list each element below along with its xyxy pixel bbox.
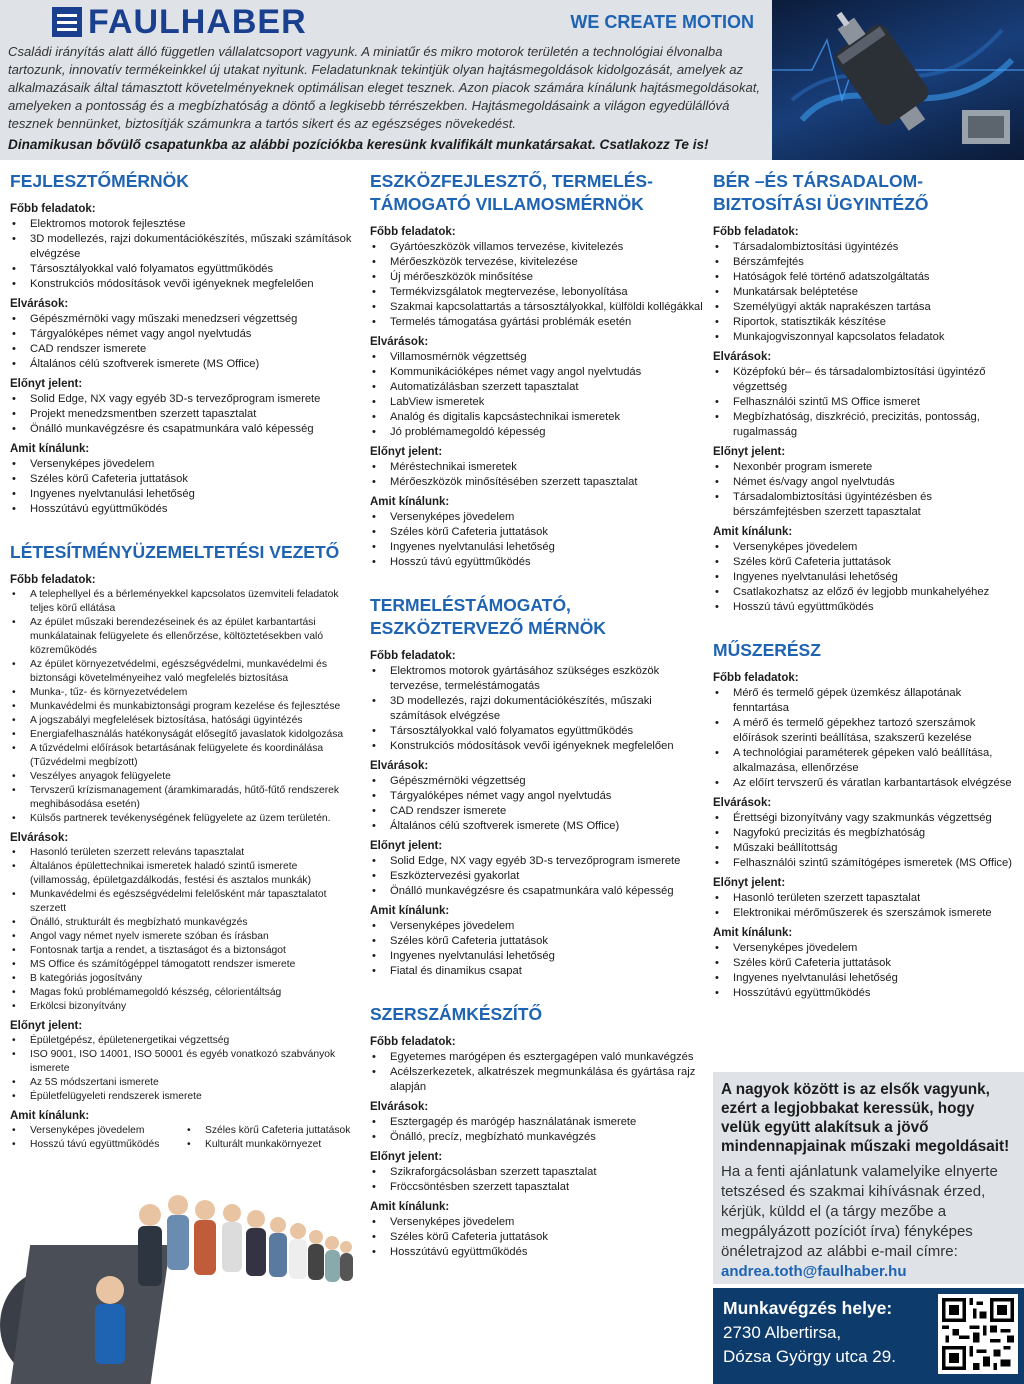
tasks-label: Főbb feladatok: [370, 226, 456, 238]
list-item: • Általános épülettechnikai ismeretek haladó szintű ismerete (villamosság, épületgazdálkodás, festési és asztalos munkák) [10, 860, 360, 888]
list-item: • Hosszú távú együttműködés [370, 555, 710, 570]
advantage-label: Előnyt jelent: [10, 1020, 83, 1032]
list-item: • Elektromos motorok fejlesztése [10, 217, 360, 232]
list-item: • Gépészmérnöki végzettség [370, 774, 710, 789]
job-title: FEJLESZTŐMÉRNÖK [10, 171, 189, 191]
list-item: • Széles körű Cafeteria juttatások [370, 1230, 710, 1245]
job-eszkozfejleszto-villamosmernok [370, 170, 710, 570]
list-item: • Nagyfokú precizitás és megbízhatóság [713, 826, 1018, 841]
list-item: • Bérszámfejtés [713, 255, 1018, 270]
list-item: • Energiafelhasználás hatékonyságát elősegítő javaslatok kidolgozása [10, 728, 360, 742]
list-item: • Munkavédelmi és egészségvédelmi felelősként már tapasztalatot szerzett [10, 888, 360, 916]
tasks-label: Főbb feladatok: [370, 650, 456, 662]
team-photo [0, 1175, 360, 1384]
list-item: • Munka-, tűz- és környezetvédelem [10, 686, 360, 700]
list-item: • Felhasználói szintű számítógépes ismeretek (MS Office) [713, 856, 1018, 871]
offer-list [370, 510, 710, 570]
tasks-label: Főbb feladatok: [370, 1036, 456, 1048]
list-item: • Hasonló területen szerzett tapasztalat [713, 891, 1018, 906]
list-item: • Automatizálásban szerzett tapasztalat [370, 380, 710, 395]
list-item: • Munkajogviszonnyal kapcsolatos feladatok [713, 330, 1018, 345]
job-szerszamkeszito [370, 1003, 710, 1260]
offer-list [370, 919, 710, 979]
advantage-list [370, 854, 710, 899]
tasks-list [10, 588, 360, 826]
offer-label: Amit kínálunk: [713, 526, 793, 538]
list-item: • Tervszerű krízismanagement (áramkimaradás, hűtő-fűtő rendszerek meghibásodása esetén) [10, 784, 360, 812]
list-item: • Gépészmérnöki vagy műszaki menedzseri végzettség [10, 312, 360, 327]
list-item: • Önálló, precíz, megbízható munkavégzés [370, 1130, 710, 1145]
list-item: • A telephellyel és a bérleményekkel kapcsolatos üzemviteli feladatok teljes körű ellátása [10, 588, 360, 616]
list-item: • CAD rendszer ismerete [10, 342, 360, 357]
list-item: • Erkölcsi bizonyítvány [10, 1000, 360, 1014]
list-item: • Általános célú szoftverek ismerete (MS Office) [370, 819, 710, 834]
column-middle [370, 170, 710, 1284]
list-item: • B kategóriás jogosítvány [10, 972, 360, 986]
job-title: MŰSZERÉSZ [713, 640, 821, 660]
list-item: • Magas fokú problémamegoldó készség, célorientáltság [10, 986, 360, 1000]
list-item: • Épületfelügyeleti rendszerek ismerete [10, 1090, 360, 1104]
column-left [10, 170, 360, 1176]
offer-label: Amit kínálunk: [713, 927, 793, 939]
list-item: • Társadalombiztosítási ügyintézés [713, 240, 1018, 255]
location-line-2: Dózsa György utca 29. [723, 1347, 896, 1366]
requirements-label: Elvárások: [370, 1101, 429, 1113]
list-item: • Önálló munkavégzésre és csapatmunkára való képesség [10, 422, 360, 437]
list-item: • Csatlakozhatsz az előző év legjobb munkahelyéhez [713, 585, 1018, 600]
tasks-list [713, 686, 1018, 791]
logo-text: FAULHABER [88, 3, 307, 41]
list-item: • Munkatársak beléptetése [713, 285, 1018, 300]
list-item: • Ingyenes nyelvtanulási lehetőség [713, 570, 1018, 585]
offer-list [370, 1215, 710, 1260]
list-item: • Hosszútávú együttműködés [713, 986, 1018, 1001]
location-line-1: 2730 Albertirsa, [723, 1323, 842, 1342]
requirements-label: Elvárások: [10, 832, 69, 844]
list-item: • Acélszerkezetek, alkatrészek megmunkálása és gyártása rajz alapján [370, 1065, 710, 1095]
list-item: • Versenyképes jövedelem [713, 540, 1018, 555]
list-item: • Solid Edge, NX vagy egyéb 3D-s tervezőprogram ismerete [370, 854, 710, 869]
qr-pattern-icon [942, 1298, 1014, 1370]
list-item: • Hatóságok felé történő adatszolgáltatás [713, 270, 1018, 285]
logo-mark-icon [52, 7, 82, 37]
list-item: • Széles körű Cafeteria juttatások [713, 555, 1018, 570]
advantage-list [10, 392, 360, 437]
contact-email-link[interactable]: andrea.toth@faulhaber.hu [721, 1263, 907, 1280]
list-item: • Széles körű Cafeteria juttatások [713, 956, 1018, 971]
advantage-list [713, 891, 1018, 921]
requirements-list [713, 811, 1018, 871]
advantage-list [370, 1165, 710, 1195]
team-illustration-icon [0, 1175, 360, 1384]
list-item: • Kulturált munkakörnyezet [185, 1138, 360, 1152]
list-item: • Általános célú szoftverek ismerete (MS Office) [10, 357, 360, 372]
list-item: • Elektronikai mérőműszerek és szerszámok ismerete [713, 906, 1018, 921]
job-title: LÉTESÍTMÉNYÜZEMELTETÉSI VEZETŐ [10, 542, 340, 562]
faulhaber-logo [52, 3, 307, 41]
list-item: • Személyügyi akták naprakészen tartása [713, 300, 1018, 315]
list-item: • Angol vagy német nyelv ismerete szóban és írásban [10, 930, 360, 944]
list-item: • Projekt menedzsmentben szerzett tapasztalat [10, 407, 360, 422]
list-item: • Széles körű Cafeteria juttatások [185, 1124, 360, 1138]
list-item: • Nexonbér program ismerete [713, 460, 1018, 475]
tasks-list [370, 664, 710, 754]
location-title: Munkavégzés helye: [723, 1298, 893, 1318]
list-item: • Középfokú bér– és társadalombiztosítási ügyintéző végzettség [713, 365, 1018, 395]
requirements-list [10, 846, 360, 1014]
list-item: • Solid Edge, NX vagy egyéb 3D-s tervezőprogram ismerete [10, 392, 360, 407]
tasks-label: Főbb feladatok: [713, 672, 799, 684]
advantage-label: Előnyt jelent: [370, 446, 443, 458]
offer-list [713, 540, 1018, 615]
intro-panel [0, 0, 772, 160]
offer-list [713, 941, 1018, 1001]
header [0, 0, 1024, 160]
cta-headline: A nagyok között is az elsők vagyunk, ezért a legjobbakat keressük, hogy velük együtt alakítsuk a jövő mindennapjainak műszaki megoldásait! [721, 1081, 1010, 1155]
list-item: • LabView ismeretek [370, 395, 710, 410]
offer-list [10, 457, 360, 517]
list-item: • MS Office és számítógéppel támogatott rendszer ismerete [10, 958, 360, 972]
list-item: • 3D modellezés, rajzi dokumentációkészítés, műszaki számítások elvégzése [10, 232, 360, 262]
list-item: • Fontosnak tartja a rendet, a tisztaságot és a biztonságot [10, 944, 360, 958]
job-termelestamogato-eszkozterzevo-mernok [370, 594, 710, 979]
advantage-label: Előnyt jelent: [713, 446, 786, 458]
motor-illustration-icon [772, 0, 1024, 160]
list-item: • Az épület műszaki berendezéseinek és az épület karbantartási munkálatainak felügyelete és ellenőrzése, költöztetésekben való közreműködés [10, 616, 360, 658]
offer-list [10, 1124, 360, 1152]
list-item: • Konstrukciós módosítások vevői igényeknek megfelelően [10, 277, 360, 292]
column-right [713, 170, 1018, 1025]
requirements-label: Elvárások: [370, 760, 429, 772]
offer-list-a [10, 1124, 185, 1152]
list-item: • Ingyenes nyelvtanulási lehetőség [370, 949, 710, 964]
list-item: • Önálló munkavégzésre és csapatmunkára való képesség [370, 884, 710, 899]
job-title: BÉR –ÉS TÁRSADALOM-BIZTOSÍTÁSI ÜGYINTÉZŐ [713, 171, 929, 214]
list-item: • Versenyképes jövedelem [370, 1215, 710, 1230]
tasks-label: Főbb feladatok: [713, 226, 799, 238]
tasks-list [713, 240, 1018, 345]
list-item: • Az 5S módszertani ismerete [10, 1076, 360, 1090]
advantage-list [370, 460, 710, 490]
list-item: • Mérő és termelő gépek üzemkész állapotának fenntartása [713, 686, 1018, 716]
list-item: • Ingyenes nyelvtanulási lehetőség [10, 487, 360, 502]
list-item: • Egyetemes marógépen és esztergagépen való munkavégzés [370, 1050, 710, 1065]
list-item: • Versenyképes jövedelem [10, 457, 360, 472]
requirements-list [713, 365, 1018, 440]
list-item: • Széles körű Cafeteria juttatások [10, 472, 360, 487]
list-item: • Ingyenes nyelvtanulási lehetőség [370, 540, 710, 555]
list-item: • Hosszú távú együttműködés [713, 600, 1018, 615]
requirements-label: Elvárások: [370, 336, 429, 348]
company-intro: Családi irányítás alatt álló független vállalatcsoport vagyunk. A miniatűr és mikro motorok területén a technológiai élvonalba tartozunk, innovatív termékeinkkel új utakat nyitunk. Feladatunknak tekintjük olyan hajtásmegoldások kidolgozását, amelyek az alkalmazásaik által támasztott követelményeknek optimálisan eleget tesznek. Azon piacok számára kínálunk hajtásmegoldásokat, amelyeken a pontosság és a megbízhatóság a döntő a legkisebb térrészekben. Hajtásmegoldásaink a világon egyedülállóvá tesznek bennünket, biztosítják számunkra a tartós sikert és az egészséges növekedést. [8, 44, 761, 131]
offer-label: Amit kínálunk: [370, 1201, 450, 1213]
list-item: • Mérőeszközök tervezése, kivitelezése [370, 255, 710, 270]
tasks-list [10, 217, 360, 292]
list-item: • Gyártóeszközök villamos tervezése, kivitelezés [370, 240, 710, 255]
job-ber-tarsadalombiztositasi-ugyintezo [713, 170, 1018, 615]
list-item: • Ingyenes nyelvtanulási lehetőség [713, 971, 1018, 986]
list-item: • Mérőeszközök minősítésében szerzett tapasztalat [370, 475, 710, 490]
join-callout: Dinamikusan bővülő csapatunkba az alábbi pozíciókba keresünk kvalifikált munkatársakat. Csatlakozz Te is! [8, 137, 709, 152]
requirements-list [370, 774, 710, 834]
list-item: • Új mérőeszközök minősítése [370, 270, 710, 285]
list-item: • Társosztályokkal való folyamatos együttműködés [10, 262, 360, 277]
list-item: • Szikraforgácsolásban szerzett tapasztalat [370, 1165, 710, 1180]
list-item: • Hosszútávú együttműködés [370, 1245, 710, 1260]
requirements-list [370, 1115, 710, 1145]
list-item: • A mérő és termelő gépekhez tartozó szerszámok előírások szerinti beállítása, szakszerű kezelése [713, 716, 1018, 746]
advantage-label: Előnyt jelent: [10, 378, 83, 390]
requirements-label: Elvárások: [10, 298, 69, 310]
list-item: • Széles körű Cafeteria juttatások [370, 525, 710, 540]
list-item: • Tárgyalóképes német vagy angol nyelvtudás [10, 327, 360, 342]
list-item: • Műszaki beállítottság [713, 841, 1018, 856]
list-item: • Széles körű Cafeteria juttatások [370, 934, 710, 949]
list-item: • Hasonló területen szerzett releváns tapasztalat [10, 846, 360, 860]
offer-label: Amit kínálunk: [10, 1110, 90, 1122]
job-muszeresz [713, 639, 1018, 1001]
list-item: • A technológiai paraméterek gépeken való beállítása, alkalmazása, ellenőrzése [713, 746, 1018, 776]
list-item: • Versenyképes jövedelem [370, 510, 710, 525]
list-item: • Külsős partnerek tevékenységének felügyelete az üzem területén. [10, 812, 360, 826]
list-item: • Eszköztervezési gyakorlat [370, 869, 710, 884]
list-item: • Német és/vagy angol nyelvtudás [713, 475, 1018, 490]
list-item: • Tárgyalóképes német vagy angol nyelvtudás [370, 789, 710, 804]
list-item: • Villamosmérnök végzettség [370, 350, 710, 365]
application-callout [713, 1072, 1024, 1284]
list-item: • Konstrukciós módosítások vevői igényeknek megfelelően [370, 739, 710, 754]
job-letesitmenyuzemeltetesi-vezeto [10, 541, 360, 1152]
list-item: • Termelés támogatása gyártási problémák esetén [370, 315, 710, 330]
list-item: • Társosztályokkal való folyamatos együttműködés [370, 724, 710, 739]
qr-code-icon[interactable] [938, 1294, 1018, 1374]
offer-label: Amit kínálunk: [370, 905, 450, 917]
list-item: • Elektromos motorok gyártásához szükséges eszközök tervezése, termeléstámogatás [370, 664, 710, 694]
list-item: • Munkavédelmi és munkabiztonsági program kezelése és fejlesztése [10, 700, 360, 714]
offer-label: Amit kínálunk: [10, 443, 90, 455]
list-item: • Fröccsöntésben szerzett tapasztalat [370, 1180, 710, 1195]
list-item: • Méréstechnikai ismeretek [370, 460, 710, 475]
list-item: • Kommunikációképes német vagy angol nyelvtudás [370, 365, 710, 380]
advantage-list [10, 1034, 360, 1104]
tasks-label: Főbb feladatok: [10, 574, 96, 586]
tasks-list [370, 240, 710, 330]
work-location-panel [713, 1288, 1024, 1384]
list-item: • Versenyképes jövedelem [10, 1124, 185, 1138]
list-item: • Az előírt tervszerű és váratlan karbantartások elvégzése [713, 776, 1018, 791]
requirements-label: Elvárások: [713, 351, 772, 363]
tasks-label: Főbb feladatok: [10, 203, 96, 215]
requirements-list [10, 312, 360, 372]
advantage-list [713, 460, 1018, 520]
list-item: • Jó problémamegoldó képesség [370, 425, 710, 440]
list-item: • Versenyképes jövedelem [713, 941, 1018, 956]
list-item: • Társadalombiztosítási ügyintézésben és bérszámfejtésben szerzett tapasztalat [713, 490, 1018, 520]
list-item: • Érettségi bizonyítvány vagy szakmunkás végzettség [713, 811, 1018, 826]
list-item: • Riportok, statisztikák készítése [713, 315, 1018, 330]
slogan: WE CREATE MOTION [570, 12, 754, 32]
list-item: • A tűzvédelmi előírások betartásának felügyelete és koordinálása (Tűzvédelmi megbízott) [10, 742, 360, 770]
list-item: • Esztergagép és marógép használatának ismerete [370, 1115, 710, 1130]
list-item: • A jogszabályi megfelelések biztosítása, hatósági ügyintézés [10, 714, 360, 728]
list-item: • Megbízhatóság, diszkréció, precizitás, pontosság, rugalmasság [713, 410, 1018, 440]
cta-text: Ha a fenti ajánlatunk valamelyike elnyerte tetszésed és szakmai kihívásnak érzed, kérjük, küldd el (a tárgy mezőbe a megpályázott pozíciót írva) fényképes önéletrajzod az alábbi e-mail címre: [721, 1163, 998, 1260]
list-item: • CAD rendszer ismerete [370, 804, 710, 819]
list-item: • Hosszú távú együttműködés [10, 1138, 185, 1152]
list-item: • Versenyképes jövedelem [370, 919, 710, 934]
list-item: • ISO 9001, ISO 14001, ISO 50001 és egyéb vonatkozó szabványok ismerete [10, 1048, 360, 1076]
tasks-list [370, 1050, 710, 1095]
requirements-label: Elvárások: [713, 797, 772, 809]
list-item: • Önálló, strukturált és megbízható munkavégzés [10, 916, 360, 930]
list-item: • Az épület környezetvédelmi, egészségvédelmi, munkavédelmi és biztonsági követelményeihez való megfelelés biztosítása [10, 658, 360, 686]
job-fejlesztomernok [10, 170, 360, 517]
motor-image [772, 0, 1024, 160]
list-item: • Felhasználói szintű MS Office ismeret [713, 395, 1018, 410]
list-item: • Termékvizsgálatok megtervezése, lebonyolítása [370, 285, 710, 300]
job-title: TERMELÉSTÁMOGATÓ, ESZKÖZTERVEZŐ MÉRNÖK [370, 595, 606, 638]
advantage-label: Előnyt jelent: [370, 840, 443, 852]
list-item: • 3D modellezés, rajzi dokumentációkészítés, műszaki számítások elvégzése [370, 694, 710, 724]
job-title: SZERSZÁMKÉSZÍTŐ [370, 1004, 543, 1024]
offer-label: Amit kínálunk: [370, 496, 450, 508]
list-item: • Veszélyes anyagok felügyelete [10, 770, 360, 784]
advantage-label: Előnyt jelent: [713, 877, 786, 889]
list-item: • Analóg és digitalis kapcsástechnikai ismeretek [370, 410, 710, 425]
list-item: • Fiatal és dinamikus csapat [370, 964, 710, 979]
list-item: • Hosszútávú együttműködés [10, 502, 360, 517]
offer-list-b [185, 1124, 360, 1152]
requirements-list [370, 350, 710, 440]
list-item: • Épületgépész, épületenergetikai végzettség [10, 1034, 360, 1048]
advantage-label: Előnyt jelent: [370, 1151, 443, 1163]
list-item: • Szakmai kapcsolattartás a társosztályokkal, külföldi kollégákkal [370, 300, 710, 315]
job-title: ESZKÖZFEJLESZTŐ, TERMELÉS-TÁMOGATÓ VILLAMOSMÉRNÖK [370, 171, 653, 214]
